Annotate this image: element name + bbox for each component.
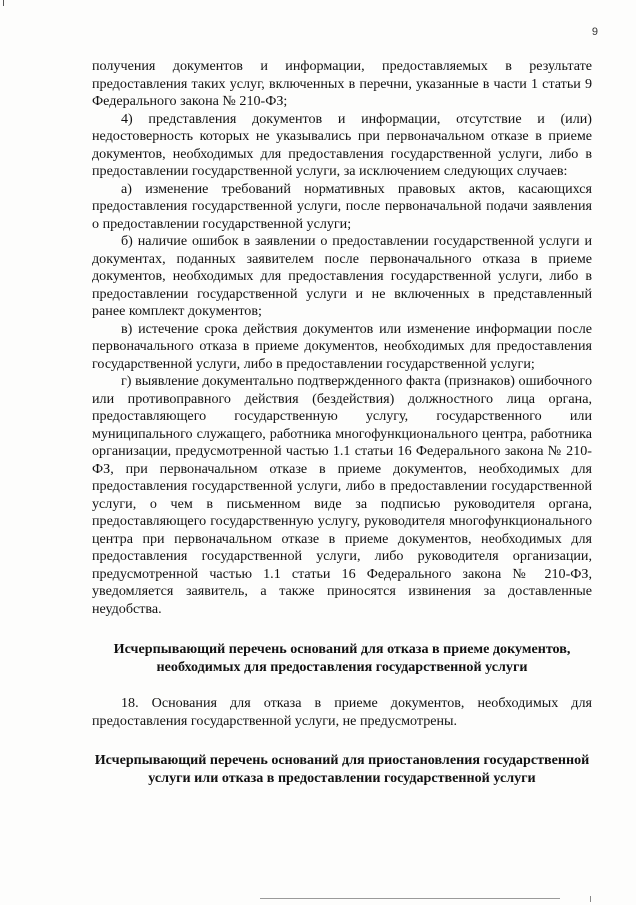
paragraph-item-v: в) истечение срока действия документов или изменение информации после первоначального отказа в приеме документов, необходимых для предоставления государственной услуги, либо в предоставлении государственной услуги;: [92, 320, 592, 372]
paragraph-item-a: а) изменение требований нормативных правовых актов, касающихся предоставления государственной услуги, после первоначальной подачи заявления о предоставлении государственной услуги;: [92, 180, 592, 232]
section-heading-suspension-grounds: Исчерпывающий перечень оснований для приостановления государственной услуги или отказа в предоставлении государственной услуги: [94, 752, 590, 786]
paragraph-18: 18. Основания для отказа в приеме документов, необходимых для предоставления государственной услуги, не предусмотрены.: [92, 695, 592, 729]
document-body: [92, 58, 592, 787]
paragraph-continuation: получения документов и информации, предоставляемых в результате предоставления таких услуг, включенных в перечни, указанные в части 1 статьи 9 Федерального закона № 210-ФЗ;: [92, 58, 592, 109]
paragraph-item-g: г) выявление документально подтвержденного факта (признаков) ошибочного или противоправного действия (бездействия) должностного лица органа, предоставляющего государственную услугу, государственного или муниципального служащего, работника многофункционального центра, работника организации, предусмотренной частью 1.1 статьи 16 Федерального закона № 210-ФЗ, при первоначальном отказе в приеме документов, необходимых для предоставления государственной услуги, либо в предоставлении государственной услуги, о чем в письменном виде за подписью руководителя органа, предоставляющего государственную услугу, руководителя многофункционального центра при первоначальном отказе в приеме документов, необходимых для предоставления государственной услуги, либо руководителя организации, предусмотренной частью 1.1 статьи 16 Федерального закона № 210-ФЗ, уведомляется заявитель, а также приносятся извинения за доставленные неудобства.: [92, 373, 592, 617]
paragraph-item-b: б) наличие ошибок в заявлении о предоставлении государственной услуги и документах, поданных заявителем после первоначального отказа в приеме документов, необходимых для предоставления государственной услуги, либо в предоставлении государственной услуги и не включенных в представленный ранее комплект документов;: [92, 233, 592, 319]
paragraph-item-4: 4) представления документов и информации, отсутствие и (или) недостоверность которых не указывались при первоначальном отказе в приеме документов, необходимых для предоставления государственной услуги, либо в предоставлении государственной услуги, за исключением следующих случаев:: [92, 110, 592, 179]
page-number: 9: [591, 26, 598, 38]
section-heading-refusal-grounds: Исчерпывающий перечень оснований для отказа в приеме документов, необходимых для предоставления государственной услуги: [113, 641, 571, 675]
scan-corner-mark: [3, 0, 4, 6]
scan-artifact-line: [260, 898, 560, 899]
scan-artifact-tick: [590, 896, 591, 902]
